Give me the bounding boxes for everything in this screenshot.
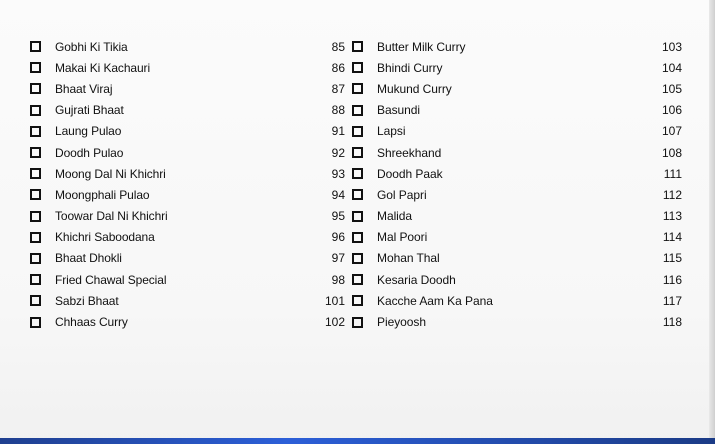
page-edge-right	[709, 0, 715, 444]
checkbox-icon[interactable]	[30, 317, 41, 328]
list-item	[352, 269, 682, 290]
recipe-name: Lapsi	[377, 124, 406, 139]
checkbox-icon[interactable]	[352, 147, 363, 158]
page-number: 106	[661, 103, 682, 118]
recipe-name: Mal Poori	[377, 230, 428, 245]
recipe-name: Sabzi Bhaat	[55, 293, 119, 308]
recipe-name: Butter Milk Curry	[377, 39, 466, 54]
page-number: 113	[662, 209, 682, 224]
checkbox-icon[interactable]	[352, 295, 363, 306]
list-item	[30, 206, 345, 227]
list-item	[352, 100, 682, 121]
recipe-name: Doodh Pulao	[55, 145, 124, 160]
page-number: 115	[662, 251, 682, 266]
page-number: 108	[661, 145, 682, 160]
list-item	[30, 184, 345, 205]
recipe-name: Gobhi Ki Tikia	[55, 39, 128, 54]
recipe-name: Bhaat Dhokli	[55, 251, 122, 266]
list-item	[352, 142, 682, 163]
page-number: 114	[662, 230, 682, 245]
page-number: 95	[331, 209, 345, 224]
recipe-name: Fried Chawal Special	[55, 272, 167, 287]
checkbox-icon[interactable]	[30, 189, 41, 200]
checkbox-icon[interactable]	[30, 211, 41, 222]
list-item	[30, 121, 345, 142]
recipe-name: Laung Pulao	[55, 124, 122, 139]
checkbox-icon[interactable]	[30, 253, 41, 264]
recipe-list-left	[30, 36, 345, 333]
list-item	[30, 57, 345, 78]
list-item	[352, 78, 682, 99]
recipe-name: Toowar Dal Ni Khichri	[55, 209, 168, 224]
checkbox-icon[interactable]	[352, 168, 363, 179]
checkbox-icon[interactable]	[352, 274, 363, 285]
list-item	[30, 100, 345, 121]
page-number: 112	[662, 187, 682, 202]
page-number: 88	[331, 103, 345, 118]
recipe-name: Mukund Curry	[377, 81, 452, 96]
recipe-name: Kacche Aam Ka Pana	[377, 293, 493, 308]
recipe-name: Moongphali Pulao	[55, 187, 150, 202]
page-number: 101	[324, 293, 345, 308]
list-item	[352, 121, 682, 142]
checkbox-icon[interactable]	[30, 83, 41, 94]
list-item	[352, 36, 682, 57]
page-number: 93	[331, 166, 345, 181]
checkbox-icon[interactable]	[30, 62, 41, 73]
recipe-name: Shreekhand	[377, 145, 442, 160]
checkbox-icon[interactable]	[30, 105, 41, 116]
page-number: 97	[331, 251, 345, 266]
recipe-name: Pieyoosh	[377, 315, 426, 330]
checkbox-icon[interactable]	[30, 295, 41, 306]
page-number: 86	[331, 60, 345, 75]
list-item	[352, 163, 682, 184]
checkbox-icon[interactable]	[30, 147, 41, 158]
recipe-name: Mohan Thal	[377, 251, 440, 266]
recipe-name: Moong Dal Ni Khichri	[55, 166, 166, 181]
list-item	[30, 78, 345, 99]
page-number: 117	[662, 293, 682, 308]
recipe-name: Khichri Saboodana	[55, 230, 155, 245]
checkbox-icon[interactable]	[352, 189, 363, 200]
checkbox-icon[interactable]	[352, 83, 363, 94]
recipe-name: Bhindi Curry	[377, 60, 443, 75]
list-item	[30, 311, 345, 332]
page-number: 107	[661, 124, 682, 139]
list-item	[30, 248, 345, 269]
page-number: 87	[331, 81, 345, 96]
list-item	[352, 57, 682, 78]
checkbox-icon[interactable]	[352, 126, 363, 137]
recipe-name: Makai Ki Kachauri	[55, 60, 151, 75]
recipe-name: Chhaas Curry	[55, 315, 128, 330]
page-number: 105	[661, 81, 682, 96]
list-item	[30, 163, 345, 184]
page-number: 91	[331, 124, 345, 139]
checkbox-icon[interactable]	[352, 211, 363, 222]
page-number: 103	[661, 39, 682, 54]
recipe-name: Malida	[377, 209, 413, 224]
list-item	[352, 311, 682, 332]
recipe-name: Kesaria Doodh	[377, 272, 456, 287]
checkbox-icon[interactable]	[352, 62, 363, 73]
list-item	[352, 227, 682, 248]
list-item	[30, 36, 345, 57]
page-number: 118	[662, 315, 682, 330]
checkbox-icon[interactable]	[30, 232, 41, 243]
page-number: 98	[331, 272, 345, 287]
checkbox-icon[interactable]	[352, 41, 363, 52]
page-number: 111	[663, 166, 682, 181]
list-item	[352, 184, 682, 205]
list-item	[352, 206, 682, 227]
checkbox-icon[interactable]	[352, 253, 363, 264]
checkbox-icon[interactable]	[352, 232, 363, 243]
checkbox-icon[interactable]	[352, 105, 363, 116]
page-number: 92	[331, 145, 345, 160]
recipe-list-right	[352, 36, 682, 333]
checkbox-icon[interactable]	[30, 41, 41, 52]
page-number: 104	[661, 60, 682, 75]
recipe-name: Bhaat Viraj	[55, 81, 113, 96]
list-item	[30, 227, 345, 248]
page-bottom-band	[0, 438, 715, 444]
checkbox-icon[interactable]	[30, 274, 41, 285]
list-item	[352, 248, 682, 269]
checkbox-icon[interactable]	[352, 317, 363, 328]
page-number: 116	[662, 272, 682, 287]
recipe-name: Gujrati Bhaat	[55, 103, 124, 118]
list-item	[352, 290, 682, 311]
list-item	[30, 269, 345, 290]
page-number: 94	[331, 187, 345, 202]
recipe-name: Gol Papri	[377, 187, 427, 202]
checkbox-icon[interactable]	[30, 168, 41, 179]
recipe-name: Doodh Paak	[377, 166, 443, 181]
page-number: 96	[331, 230, 345, 245]
list-item	[30, 290, 345, 311]
page-number: 102	[324, 315, 345, 330]
recipe-name: Basundi	[377, 103, 421, 118]
checkbox-icon[interactable]	[30, 126, 41, 137]
list-item	[30, 142, 345, 163]
page-number: 85	[331, 39, 345, 54]
